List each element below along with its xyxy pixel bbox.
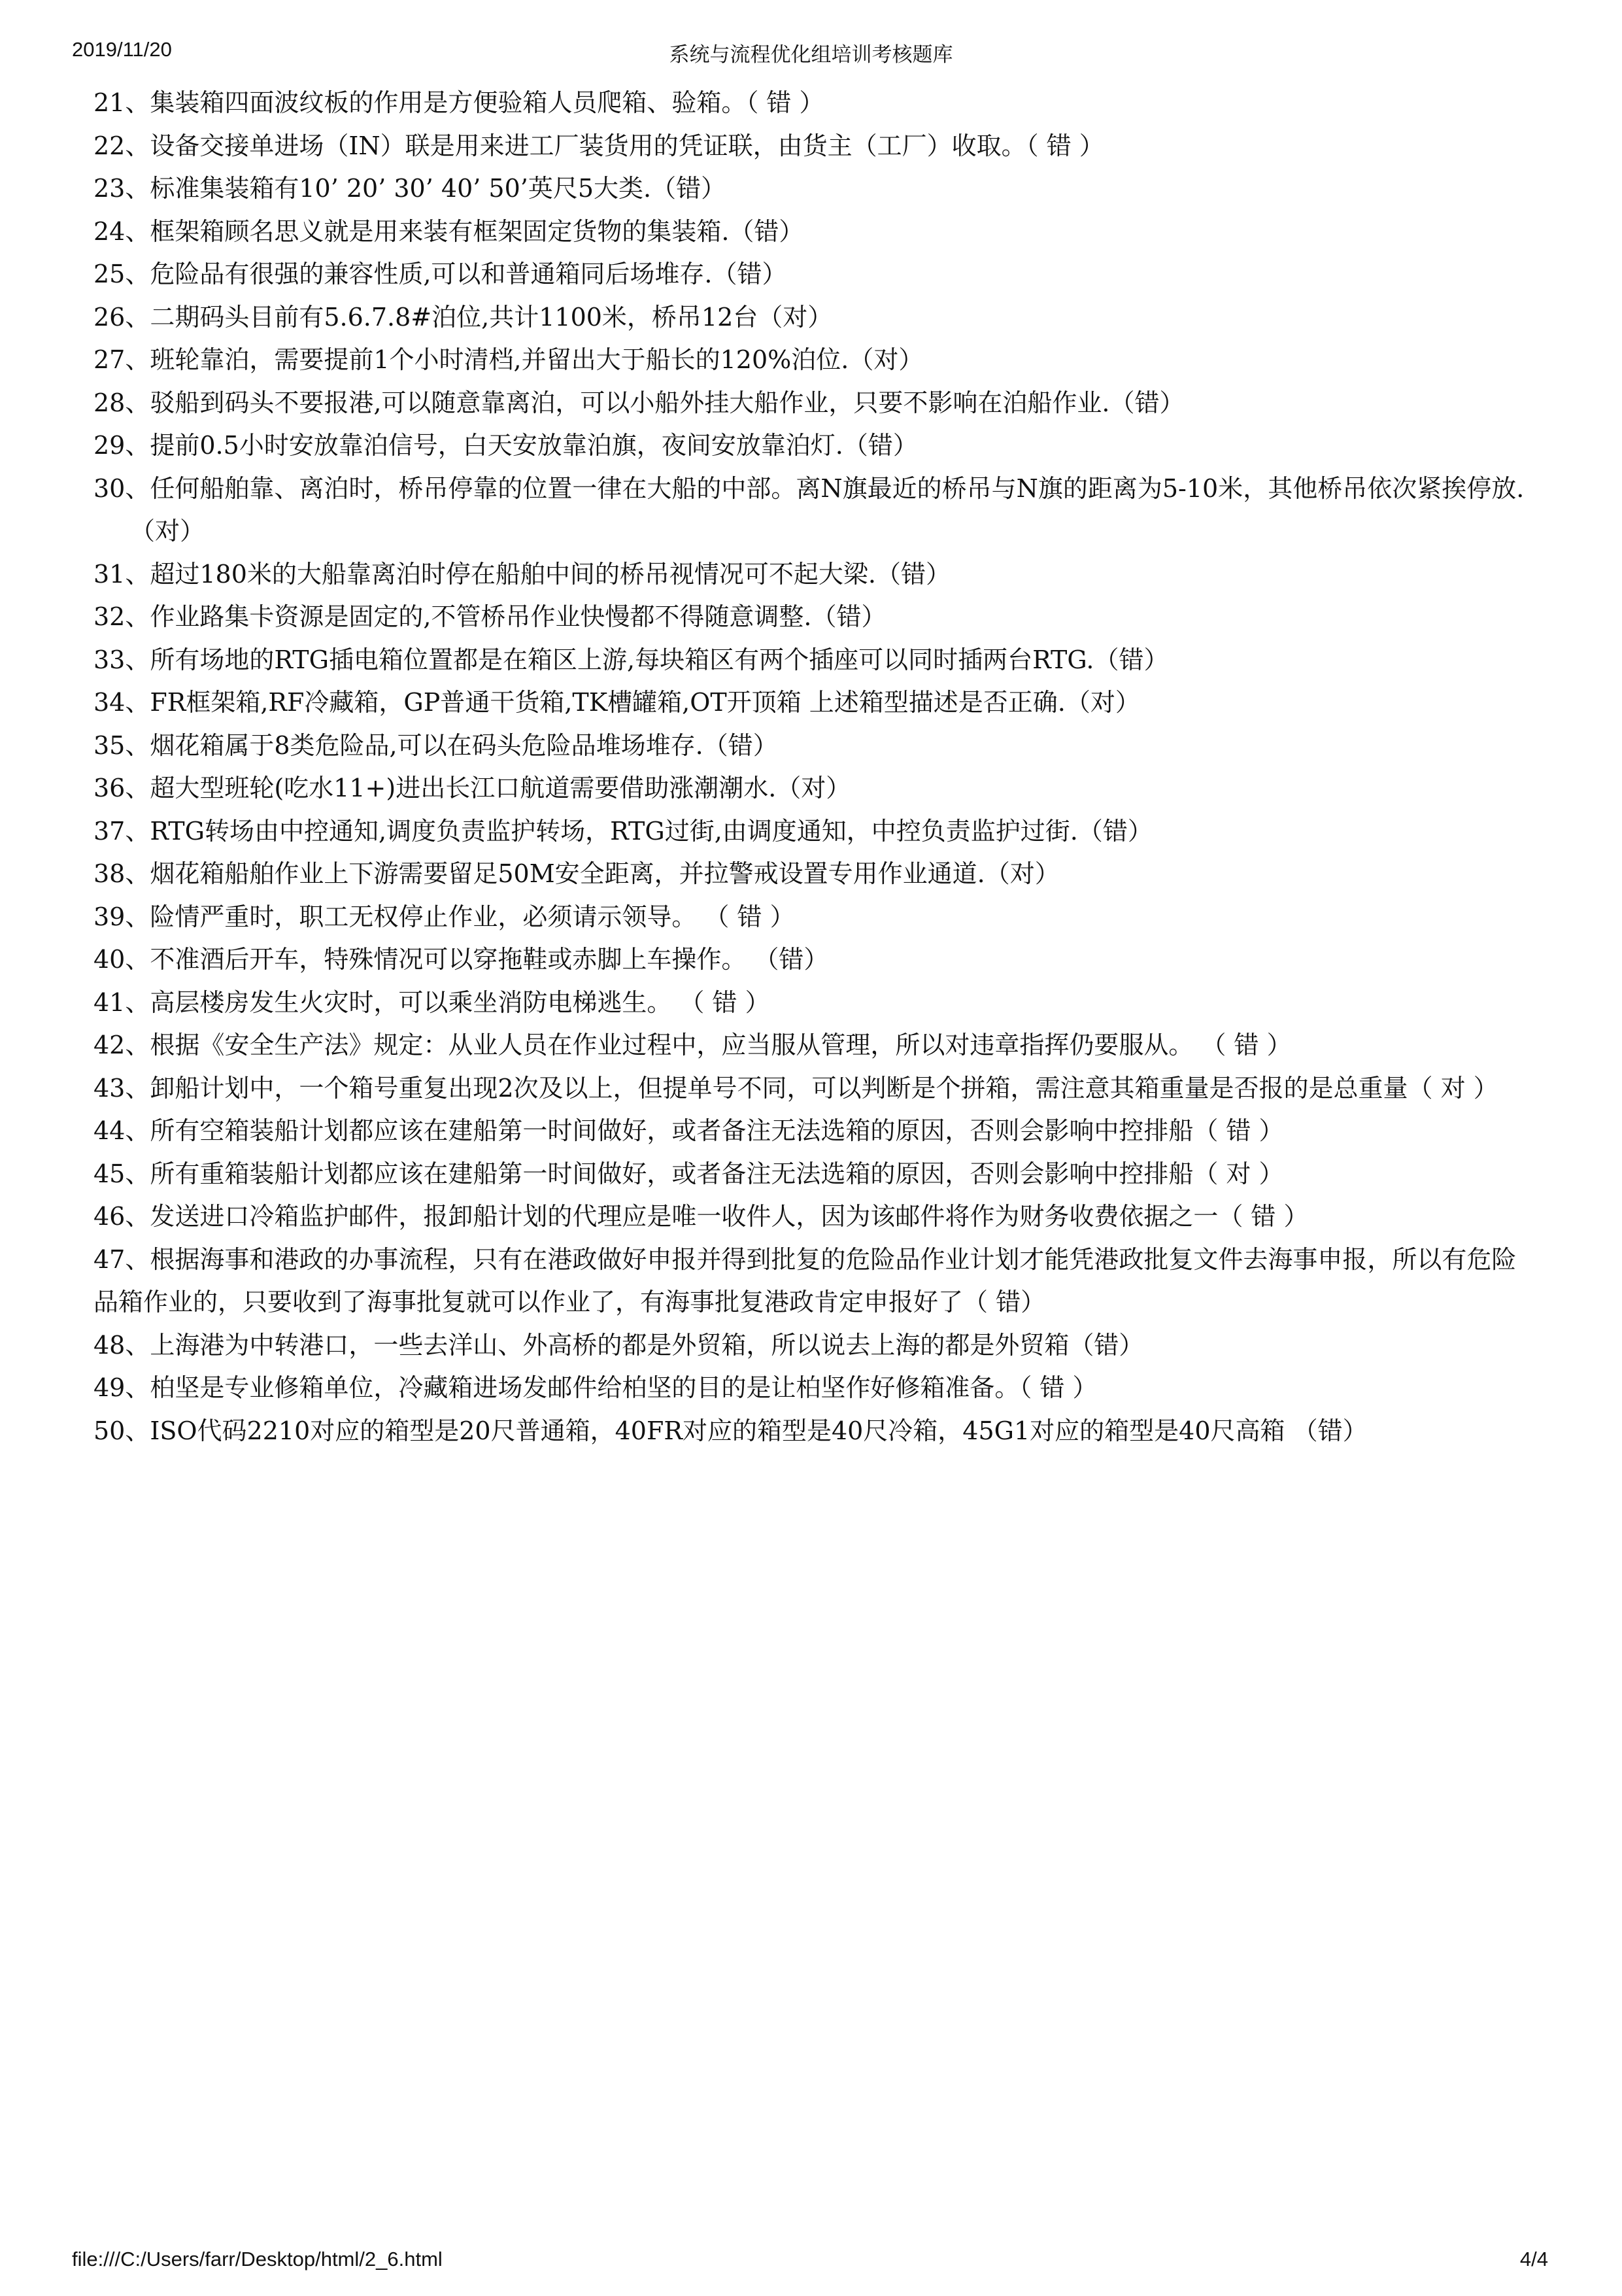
question-item: 28、驳船到码头不要报港,可以随意靠离泊，可以小船外挂大船作业，只要不影响在泊船作业.（错） — [93, 388, 1185, 417]
question-item: 32、作业路集卡资源是固定的,不管桥吊作业快慢都不得随意调整.（错） — [93, 602, 887, 631]
question-item: 44、所有空箱装船计划都应该在建船第一时间做好，或者备注无法选箱的原因，否则会影响中控排船（ 错 ） — [93, 1116, 1284, 1145]
question-item: 48、上海港为中转港口，一些去洋山、外高桥的都是外贸箱，所以说去上海的都是外贸箱（错） — [93, 1330, 1144, 1360]
question-item: 29、提前0.5小时安放靠泊信号，白天安放靠泊旗，夜间安放靠泊灯.（错） — [93, 431, 918, 460]
document-title: 系统与流程优化组培训考核题库 — [669, 43, 953, 67]
question-item: 38、烟花箱船舶作业上下游需要留足50M安全距离，并拉警戒设置专用作业通道.（对） — [93, 859, 1060, 888]
question-item: 33、所有场地的RTG插电箱位置都是在箱区上游,每块箱区有两个插座可以同时插两台RTG.（错） — [93, 645, 1169, 674]
question-item: 27、班轮靠泊，需要提前1个小时清档,并留出大于船长的120%泊位.（对） — [93, 345, 924, 374]
page-number: 4/4 — [1519, 2248, 1548, 2270]
question-item: 22、设备交接单进场（IN）联是用来进工厂装货用的凭证联，由货主（工厂）收取。（ 错 ） — [93, 131, 1104, 160]
question-item: 24、框架箱顾名思义就是用来装有框架固定货物的集装箱.（错） — [93, 216, 804, 246]
question-item: 21、集装箱四面波纹板的作用是方便验箱人员爬箱、验箱。（ 错 ） — [93, 88, 824, 117]
question-item: 42、根据《安全生产法》规定：从业人员在作业过程中，应当服从管理，所以对违章指挥仍要服从。 （ 错 ） — [93, 1031, 1292, 1059]
print-date: 2019/11/20 — [72, 38, 172, 61]
file-url: file:///C:/Users/farr/Desktop/html/2_6.html — [72, 2248, 443, 2270]
question-item: 49、柏坚是专业修箱单位，冷藏箱进场发邮件给柏坚的目的是让柏坚作好修箱准备。（ 错 ） — [93, 1373, 1098, 1402]
question-item: 50、ISO代码2210对应的箱型是20尺普通箱，40FR对应的箱型是40尺冷箱，45G1对应的箱型是40尺高箱 （错） — [93, 1416, 1368, 1445]
question-item: 39、险情严重时，职工无权停止作业，必须请示领导。 （ 错 ） — [93, 902, 795, 931]
question-item: 45、所有重箱装船计划都应该在建船第一时间做好，或者备注无法选箱的原因，否则会影响中控排船（ 对 ） — [93, 1159, 1284, 1188]
question-item: 31、超过180米的大船靠离泊时停在船舶中间的桥吊视情况可不起大梁.（错） — [93, 559, 951, 589]
question-item: 40、不准酒后开车，特殊情况可以穿拖鞋或赤脚上车操作。 （错） — [93, 945, 829, 974]
question-item: 23、标准集装箱有10’ 20’ 30’ 40’ 50’英尺5大类.（错） — [93, 174, 726, 203]
question-item: 26、二期码头目前有5.6.7.8#泊位,共计1100米，桥吊12台（对） — [93, 302, 833, 332]
question-item: 34、FR框架箱,RF冷藏箱，GP普通干货箱,TK槽罐箱,OT开顶箱 上述箱型描述是否正确.（对） — [93, 688, 1140, 717]
question-item: 41、高层楼房发生火灾时，可以乘坐消防电梯逃生。 （ 错 ） — [93, 987, 770, 1017]
question-item: 47、根据海事和港政的办事流程，只有在港政做好申报并得到批复的危险品作业计划才能凭港政批复文件去海事申报，所以有危险品箱作业的，只要收到了海事批复就可以作业了，有海事批复港政肯定申报好了（ 错） — [93, 1244, 1517, 1316]
question-item: 25、危险品有很强的兼容性质,可以和普通箱同后场堆存.（错） — [93, 260, 787, 288]
question-item: 35、烟花箱属于8类危险品,可以在码头危险品堆场堆存.（错） — [93, 730, 778, 760]
question-item: 37、RTG转场由中控通知,调度负责监护转场，RTG过街,由调度通知，中控负责监护过街.（错） — [93, 816, 1153, 846]
question-item: 36、超大型班轮(吃水11+)进出长江口航道需要借助涨潮潮水.（对） — [93, 774, 851, 802]
question-item: 43、卸船计划中，一个箱号重复出现2次及以上，但提单号不同，可以判断是个拼箱，需注意其箱重量是否报的是总重量（ 对 ） — [93, 1073, 1498, 1103]
question-item: 30、任何船舶靠、离泊时，桥吊停靠的位置一律在大船的中部。离N旗最近的桥吊与N旗的距离为5-10米，其他桥吊依次紧挨停放.（对） — [93, 473, 1525, 545]
question-list — [93, 82, 1538, 1452]
question-item: 46、发送进口冷箱监护邮件，报卸船计划的代理应是唯一收件人，因为该邮件将作为财务收费依据之一（ 错 ） — [93, 1202, 1309, 1231]
